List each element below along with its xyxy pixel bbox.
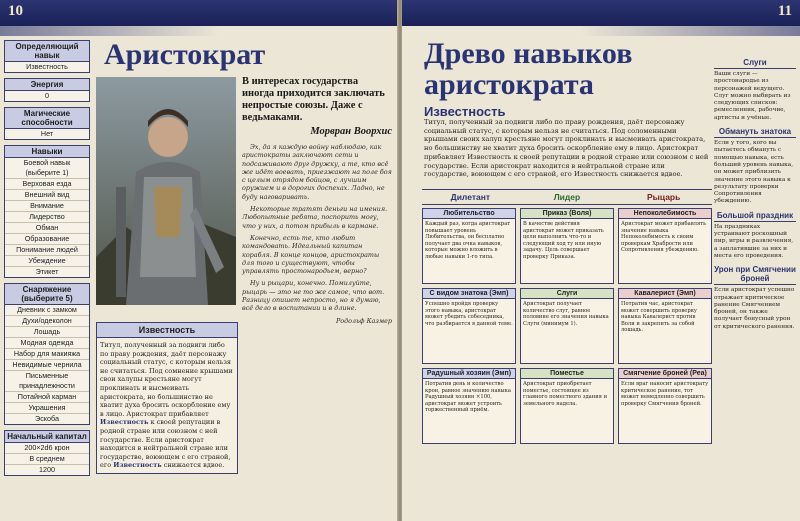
- stat-row: Нет: [40, 129, 54, 138]
- fame-text-part: снижается вдвое.: [163, 461, 225, 470]
- stat-block-title: Навыки: [5, 146, 89, 158]
- stat-block: [4, 283, 90, 425]
- stat-row: Убеждение: [5, 256, 89, 267]
- skill-tree-columns: [422, 189, 712, 205]
- stat-row: Потайной карман: [5, 392, 89, 403]
- skill-cell: [422, 208, 516, 284]
- story-paragraph: Конечно, есть те, кто любит командовать. Идеальный капитан корабля. В конце концов, аристократы для того и существуют, чтобы управлять простонародьем, верно?: [242, 233, 380, 276]
- skill-description: В качестве действия аристократ может приказать цели выполнить что-то и следующий ход ту или иную задачу. Цель совершает проверку Приказа.: [523, 221, 604, 260]
- skill-cell: [520, 288, 614, 364]
- stat-row: Модная одежда: [5, 338, 89, 349]
- epigraph-author: Морвран Воорхис: [310, 126, 392, 137]
- left-flourish: [0, 26, 220, 36]
- skill-name: Радушный хозяин (Эмп): [423, 369, 515, 379]
- stat-row: Лошадь: [5, 327, 89, 338]
- stat-row: Лидерство: [5, 212, 89, 223]
- note-title: Урон при Смягчении броней: [714, 265, 796, 284]
- story-paragraph: Некоторые тратят деньги на имения. Любопытные ребята, поспорить могу, что у них, а потом прибыль в кармане.: [242, 205, 388, 230]
- stat-row: Известность: [26, 62, 68, 71]
- note-block: [714, 127, 796, 206]
- skill-name: Приказ (Воля): [521, 209, 613, 219]
- story-paragraph: Эх, да я каждую войну наблюдаю, как аристократы заключают сети и подсаживают друг дружку, а те, кто всё же идёт воевать, приезжают на поле боя с целым отрядом бойцов, с лучшим оружием и в дорогих доспехах. Ладно, не буду наговаривать.: [242, 143, 392, 201]
- stat-block: [4, 107, 90, 140]
- column-knight: Рыцарь: [646, 192, 681, 202]
- left-header-bar: [0, 0, 398, 26]
- fame-box-text: [97, 338, 237, 473]
- fame-text-part: к своей репутации в родной стране или союзном с ней государстве. Если аристократ находится в нейтральной стране или государстве, воюющем с его страной, его: [100, 418, 231, 470]
- stat-block: [4, 145, 90, 278]
- skill-name: Поместье: [521, 369, 613, 379]
- skill-name: Любительство: [423, 209, 515, 219]
- fame-highlight: Известность: [113, 461, 162, 470]
- skill-description: Успешно пройдя проверку этого навыка, аристократ может убедить собеседника, что разбирается в данной теме.: [425, 301, 513, 327]
- fame-box-title: Известность: [97, 323, 237, 338]
- skill-cell: [618, 208, 712, 284]
- stat-row: Внешний вид: [5, 190, 89, 201]
- fame-box: [96, 322, 238, 474]
- stat-row: Верховая езда: [5, 179, 89, 190]
- stat-block-title: Снаряжение (выберите 5): [5, 284, 89, 305]
- section-heading: Известность: [424, 104, 506, 119]
- stat-block: [4, 430, 90, 476]
- stat-row: Эскоба: [35, 414, 59, 423]
- skill-description: Аристократ может прибавлять значение навыка Непоколебимость к своим проверкам Храбрости или Сопротивления убеждению.: [621, 221, 706, 254]
- stat-block: [4, 40, 90, 73]
- stat-row: 1200: [39, 465, 55, 474]
- skill-tree: [422, 189, 712, 444]
- skill-cell: [520, 368, 614, 444]
- note-text: На праздниках устраивают роскошный пир, игры и развлечения, а заплатившие за них и места его проведения.: [714, 223, 794, 259]
- stat-row: Письменные принадлежности: [5, 371, 89, 392]
- skill-description: Потратив день и количество крон, равное значению навыка Радушный хозяин ×100, аристократ может устроить торжественный приём.: [425, 381, 511, 414]
- story-column: [242, 143, 392, 325]
- skill-tree-grid: [422, 208, 712, 444]
- skill-description: Каждый раз, когда аристократ повышает уровень Любительства, он бесплатно получает два очка навыков, которые можно вложить в любые навыки 1-го типа.: [425, 221, 511, 260]
- column-dilettante: Дилетант: [450, 192, 491, 202]
- left-page: [0, 0, 398, 521]
- stat-row: В среднем: [5, 454, 89, 465]
- skill-tree-title: Древо навыков аристократа: [424, 37, 633, 101]
- stat-row: Этикет: [35, 267, 59, 276]
- skill-name: С видом знатока (Эмп): [423, 289, 515, 299]
- skill-cell: [618, 288, 712, 364]
- stat-row: Дневник с замком: [5, 305, 89, 316]
- note-text: Если у того, кого вы пытаетесь обмануть с помощью навыка, есть больший уровень навыка, он может приблизить значение этого навыка к результату проверки Сопротивления убеждению.: [714, 140, 794, 205]
- skill-cell: [422, 288, 516, 364]
- note-block: [714, 58, 796, 122]
- stat-row: 200×2d6 крон: [5, 443, 89, 454]
- stat-block-title: Определяющий навык: [5, 41, 89, 62]
- note-block: [714, 211, 796, 260]
- stat-block: [4, 78, 90, 102]
- page-title: Аристократ: [104, 38, 266, 71]
- note-title: Обмануть знатока: [714, 127, 796, 138]
- note-title: Слуги: [714, 58, 796, 69]
- skill-description: Если враг наносит аристократу критическое ранение, тот может немедленно совершить проверку Смягчения броней.: [621, 381, 709, 407]
- fame-text-part: Титул, полученный за подвиги либо по праву рождения, даёт персонажу социальный статус, с которым нельзя не считаться. Под сомнение крышами свои халупы крестьяне могут проклинать и высмеивать аристократа, но большинство не хватит духа бросить оскорбление ему в лицо. Аристократ прибавляет: [100, 341, 233, 418]
- stat-block-title: Начальный капитал: [5, 431, 89, 443]
- right-flourish: [580, 26, 800, 36]
- epigraph-text: В интересах государства иногда приходится заключать непростые союзы. Даже с ведьмаками.: [242, 76, 385, 123]
- skill-cell: [618, 368, 712, 444]
- stat-row: Боевой навык (выберите 1): [5, 158, 89, 179]
- story-author: Родольф Казмер: [335, 316, 392, 325]
- right-page-number: 11: [777, 3, 792, 19]
- skill-cell: [422, 368, 516, 444]
- skill-name: Непоколебимость: [619, 209, 711, 219]
- stat-block-title: Магические способности: [5, 108, 89, 129]
- stat-row: Обман: [5, 223, 89, 234]
- skill-description: Потратив час, аристократ может совершить проверку навыка Кавалерист против Воли и закрепить за собой лошадь.: [621, 301, 697, 334]
- aristocrat-portrait: [96, 77, 236, 305]
- epigraph: [242, 76, 392, 138]
- stat-row: Внимание: [5, 201, 89, 212]
- stat-row: Образование: [5, 234, 89, 245]
- skill-name: Кавалерист (Эмп): [619, 289, 711, 299]
- stat-row: Духи/одеколон: [5, 316, 89, 327]
- story-paragraph: Ну и рыцари, конечно. Помилуйте, рыцарь — это не то же самое, что вот. Разницу опишет непросто, но я думаю, всё дело в воспитании и в длине.: [242, 279, 385, 313]
- stat-row: Невидимые чернила: [5, 360, 89, 371]
- skill-name: Смягчение броней (Реа): [619, 369, 711, 379]
- fame-highlight: Известность: [100, 418, 149, 427]
- stat-row: Набор для макияжа: [5, 349, 89, 360]
- column-leader: Лидер: [553, 192, 581, 202]
- note-title: Большой праздник: [714, 211, 796, 222]
- section-intro: Титул, полученный за подвиги либо по праву рождения, даёт персонажу социальный статус, с которым нельзя не считаться. Под соломенными крышами своих халуп крестьяне могут проклинать и высмеивать аристократа, но большинству не хватит духа бросить оскорбление ему в лицо. Аристократ прибавляет Известность к своей репутации в родной стране или союзном с ней государстве. Если аристократ находится в нейтральной стране или государстве, воюющем с его страной, его Известность снижается вдвое.: [424, 118, 709, 179]
- skill-cell: [520, 208, 614, 284]
- skill-description: Аристократ приобретает поместье, состоящее из главного поместного здания и земельного надела.: [523, 381, 608, 407]
- note-block: [714, 265, 796, 331]
- note-text: Если аристократ успешно отражает критическое ранение Смягчением броней, он также получает бонусный урон от критического ранения.: [714, 287, 795, 330]
- right-header-bar: [402, 0, 800, 26]
- class-stats-sidebar: [4, 40, 90, 481]
- stat-row: 0: [45, 91, 49, 100]
- left-page-number: 10: [8, 3, 23, 19]
- note-text: Ваши слуги — простонародье из персонажей ведущего. Слуг можно выбирать из следующих списков: ремесленник, рабочие, артисты и учёные.: [714, 71, 791, 121]
- stat-row: Понимание людей: [5, 245, 89, 256]
- notes-sidebar: [714, 58, 796, 336]
- stat-row: Украшения: [5, 403, 89, 414]
- skill-name: Слуги: [521, 289, 613, 299]
- skill-description: Аристократ получает количество слуг, равное половине его значения навыка Слуги (минимум 1).: [523, 301, 609, 327]
- stat-block-title: Энергия: [5, 79, 89, 91]
- right-page: [402, 0, 800, 521]
